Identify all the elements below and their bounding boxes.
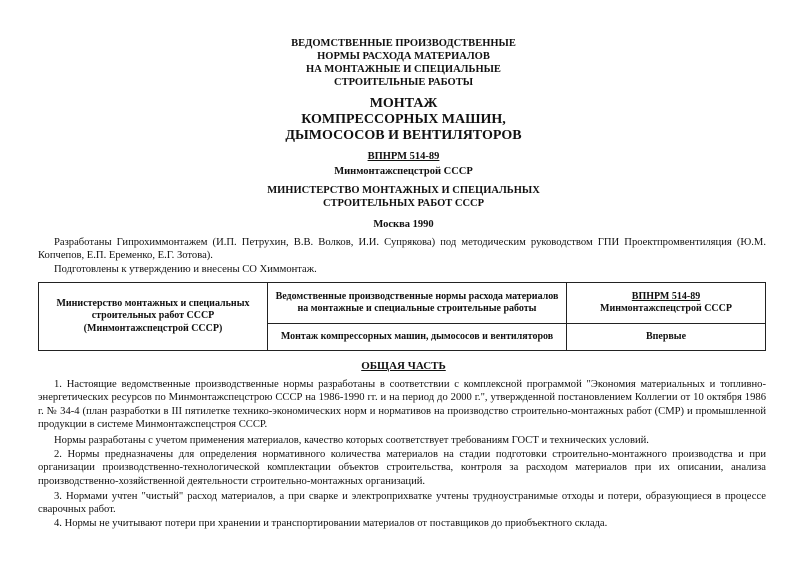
title-line-3: ДЫМОСОСОВ И ВЕНТИЛЯТОРОВ: [285, 128, 522, 143]
ministry-cell: [39, 283, 268, 351]
ministry-cell-line-2: строительных работ СССР: [91, 310, 215, 322]
paragraph-4: 3. Нормами учтен "чистый" расход материалов, а при сварке и электроприхватке учтены трудноустранимые отходы и потери, образующиеся в процессе сварочных работ.: [38, 491, 766, 516]
code-cell-org: Минмонтажспецстрой СССР: [600, 303, 732, 314]
subject-cell: Монтаж компрессорных машин, дымососов и вентиляторов: [268, 324, 567, 351]
header-line-4: СТРОИТЕЛЬНЫЕ РАБОТЫ: [333, 77, 474, 88]
code-cell: [567, 283, 766, 324]
first-edition-cell: Впервые: [567, 324, 766, 351]
document-code: ВПНРМ 514-89: [367, 151, 440, 162]
paragraph-3: 2. Нормы предназначены для определения нормативного количества материалов на стадии подготовки строительно-монтажного производства и при организации производственно-технологической комплектации объектов строительства, контроля за расходом материалов при их описании, анализа производственно-хозяйственной деятельности строительно-монтажных организаций.: [38, 449, 766, 487]
ministry-cell-line-3: (Минмонтажспецстрой СССР): [83, 322, 223, 334]
section-title: ОБЩАЯ ЧАСТЬ: [361, 360, 446, 372]
issuing-org: Минмонтажспецстрой СССР: [334, 166, 473, 177]
header-line-3: НА МОНТАЖНЫЕ И СПЕЦИАЛЬНЫЕ: [306, 64, 501, 75]
title-line-2: КОМПРЕССОРНЫХ МАШИН,: [301, 112, 506, 127]
developers-paragraph: Разработаны Гипрохиммонтажем (И.П. Петрухин, В.В. Волков, И.И. Супрякова) под методическим руководством ГПИ Проектпромвентиляция (Ю.М. Копчепов, Е.П. Еременко, Е.Г. Зотова).: [38, 237, 766, 262]
document-info-table: [38, 282, 766, 351]
code-cell-code: ВПНРМ 514-89: [631, 290, 701, 302]
header-line-2: НОРМЫ РАСХОДА МАТЕРИАЛОВ: [317, 51, 490, 62]
paragraph-1: 1. Настоящие ведомственные производственные нормы разработаны в соответствии с комплексной программой "Экономия материальных и топливно-энергетических ресурсов по Минмонтажспецстрою СССР на 1986-1990 гг. и на период до 2000 г.", утвержденной постановлением Коллегии от 10 октября 1986 г. № 34-4 (план разработки в III пятилетке технико-экономических норм и нормативов на производство строительно-монтажных работ (СМР) и промышленной продукции в системе Минмонтажспецстроя СССР.: [38, 379, 766, 431]
prepared-paragraph: Подготовлены к утверждению и внесены СО Химмонтаж.: [54, 264, 317, 275]
norms-title-cell: Ведомственные производственные нормы расхода материалов на монтажные и специальные строительные работы: [268, 283, 567, 324]
paragraph-5: 4. Нормы не учитывают потери при хранении и транспортировании материалов от поставщиков до приобъектного склада.: [54, 518, 608, 529]
paragraph-2: Нормы разработаны с учетом применения материалов, качество которых соответствует требованиям ГОСТ и технических условий.: [54, 435, 649, 446]
ministry-cell-line-1: Министерство монтажных и специальных: [56, 297, 250, 309]
ministry-line-1: МИНИСТЕРСТВО МОНТАЖНЫХ И СПЕЦИАЛЬНЫХ: [267, 185, 540, 196]
title-line-1: МОНТАЖ: [369, 96, 438, 111]
city-year: Москва 1990: [373, 219, 434, 230]
header-line-1: ВЕДОМСТВЕННЫЕ ПРОИЗВОДСТВЕННЫЕ: [291, 38, 516, 49]
ministry-line-2: СТРОИТЕЛЬНЫХ РАБОТ СССР: [322, 198, 485, 209]
